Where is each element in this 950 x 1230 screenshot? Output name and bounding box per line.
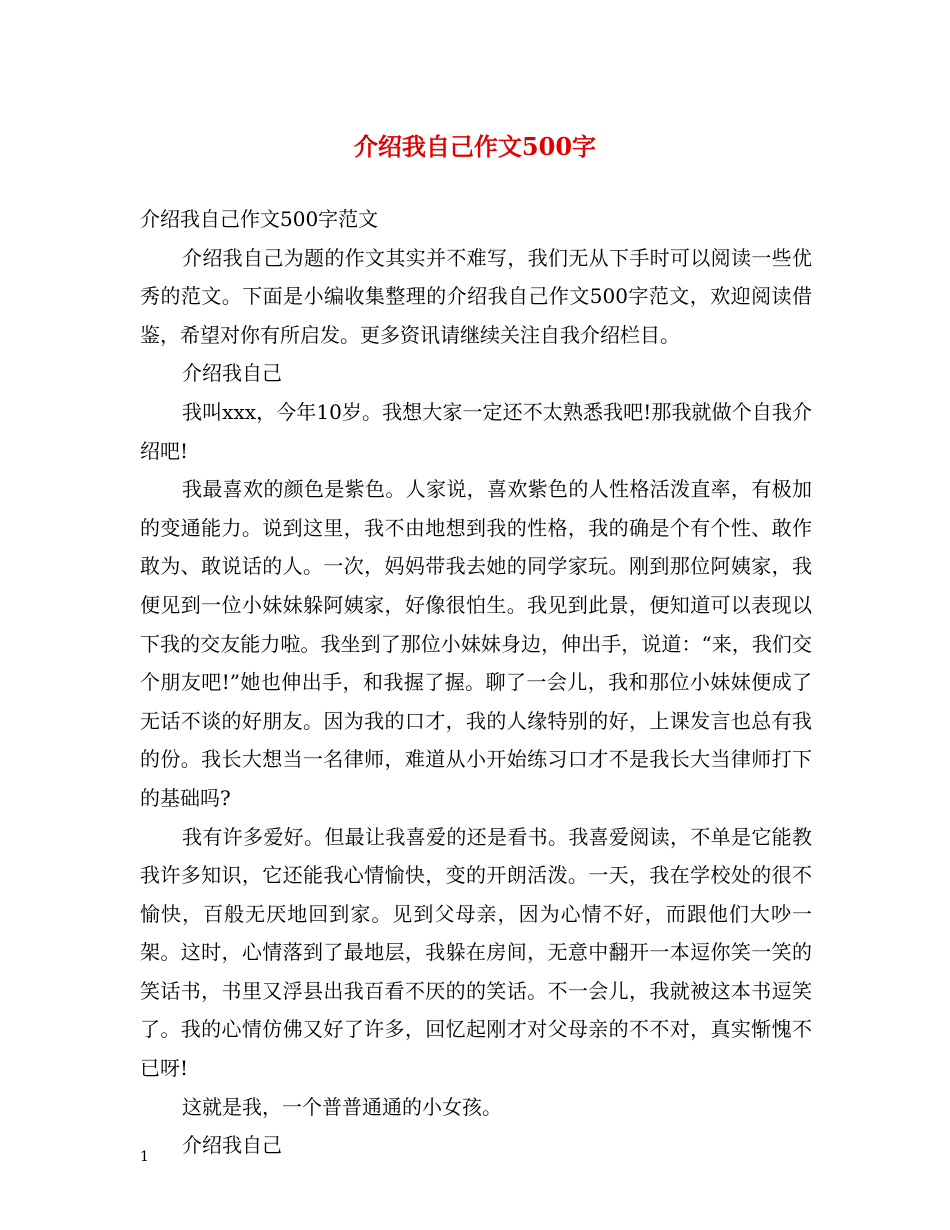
- body-paragraph: 我最喜欢的颜色是紫色。人家说，喜欢紫色的人性格活泼直率，有极加的变通能力。说到这里，我不由地想到我的性格，我的确是个有个性、敢作敢为、敢说话的人。一次，妈妈带我去她的同学家玩。刚到那位阿姨家，我便见到一位小妹妹躲阿姨家，好像很怕生。我见到此景，便知道可以表现以下我的交友能力啦。我坐到了那位小妹妹身边，伸出手，说道：“来，我们交个朋友吧!”她也伸出手，和我握了握。聊了一会儿，我和那位小妹妹便成了无话不谈的好朋友。因为我的口才，我的人缘特别的好，上课发言也总有我的份。我长大想当一名律师，难道从小开始练习口才不是我长大当律师打下的基础吗?: [140, 477, 812, 810]
- document-subtitle: 介绍我自己作文500字范文: [140, 207, 379, 231]
- body-paragraph: 这就是我，一个普普通通的小女孩。: [182, 1094, 502, 1119]
- intro-paragraph: 介绍我自己为题的作文其实并不难写，我们无从下手时可以阅读一些优秀的范文。下面是小编收集整理的介绍我自己作文500字范文，欢迎阅读借鉴，希望对你有所启发。更多资讯请继续关注自我介绍栏目。: [140, 245, 812, 347]
- body-paragraph: 我有许多爱好。但最让我喜爱的还是看书。我喜爱阅读，不单是它能教我许多知识，它还能我心情愉快，变的开朗活泼。一天，我在学校处的很不愉快，百般无厌地回到家。见到父母亲，因为心情不好，而跟他们大吵一架。这时，心情落到了最地层，我躲在房间，无意中翻开一本逗你笑一笑的笑话书，书里又浮县出我百看不厌的的笑话。不一会儿，我就被这本书逗笑了。我的心情仿佛又好了许多，回忆起刚才对父母亲的不不对，真实惭愧不已呀!: [140, 824, 812, 1081]
- section-heading: 介绍我自己: [182, 361, 282, 386]
- document-body: [140, 200, 812, 1165]
- section-heading: 介绍我自己: [182, 1133, 282, 1158]
- body-paragraph: 我叫xxx，今年10岁。我想大家一定还不太熟悉我吧!那我就做个自我介绍吧!: [140, 399, 812, 463]
- document-title: 介绍我自己作文500字: [353, 132, 597, 161]
- page-number: 1: [140, 1149, 149, 1165]
